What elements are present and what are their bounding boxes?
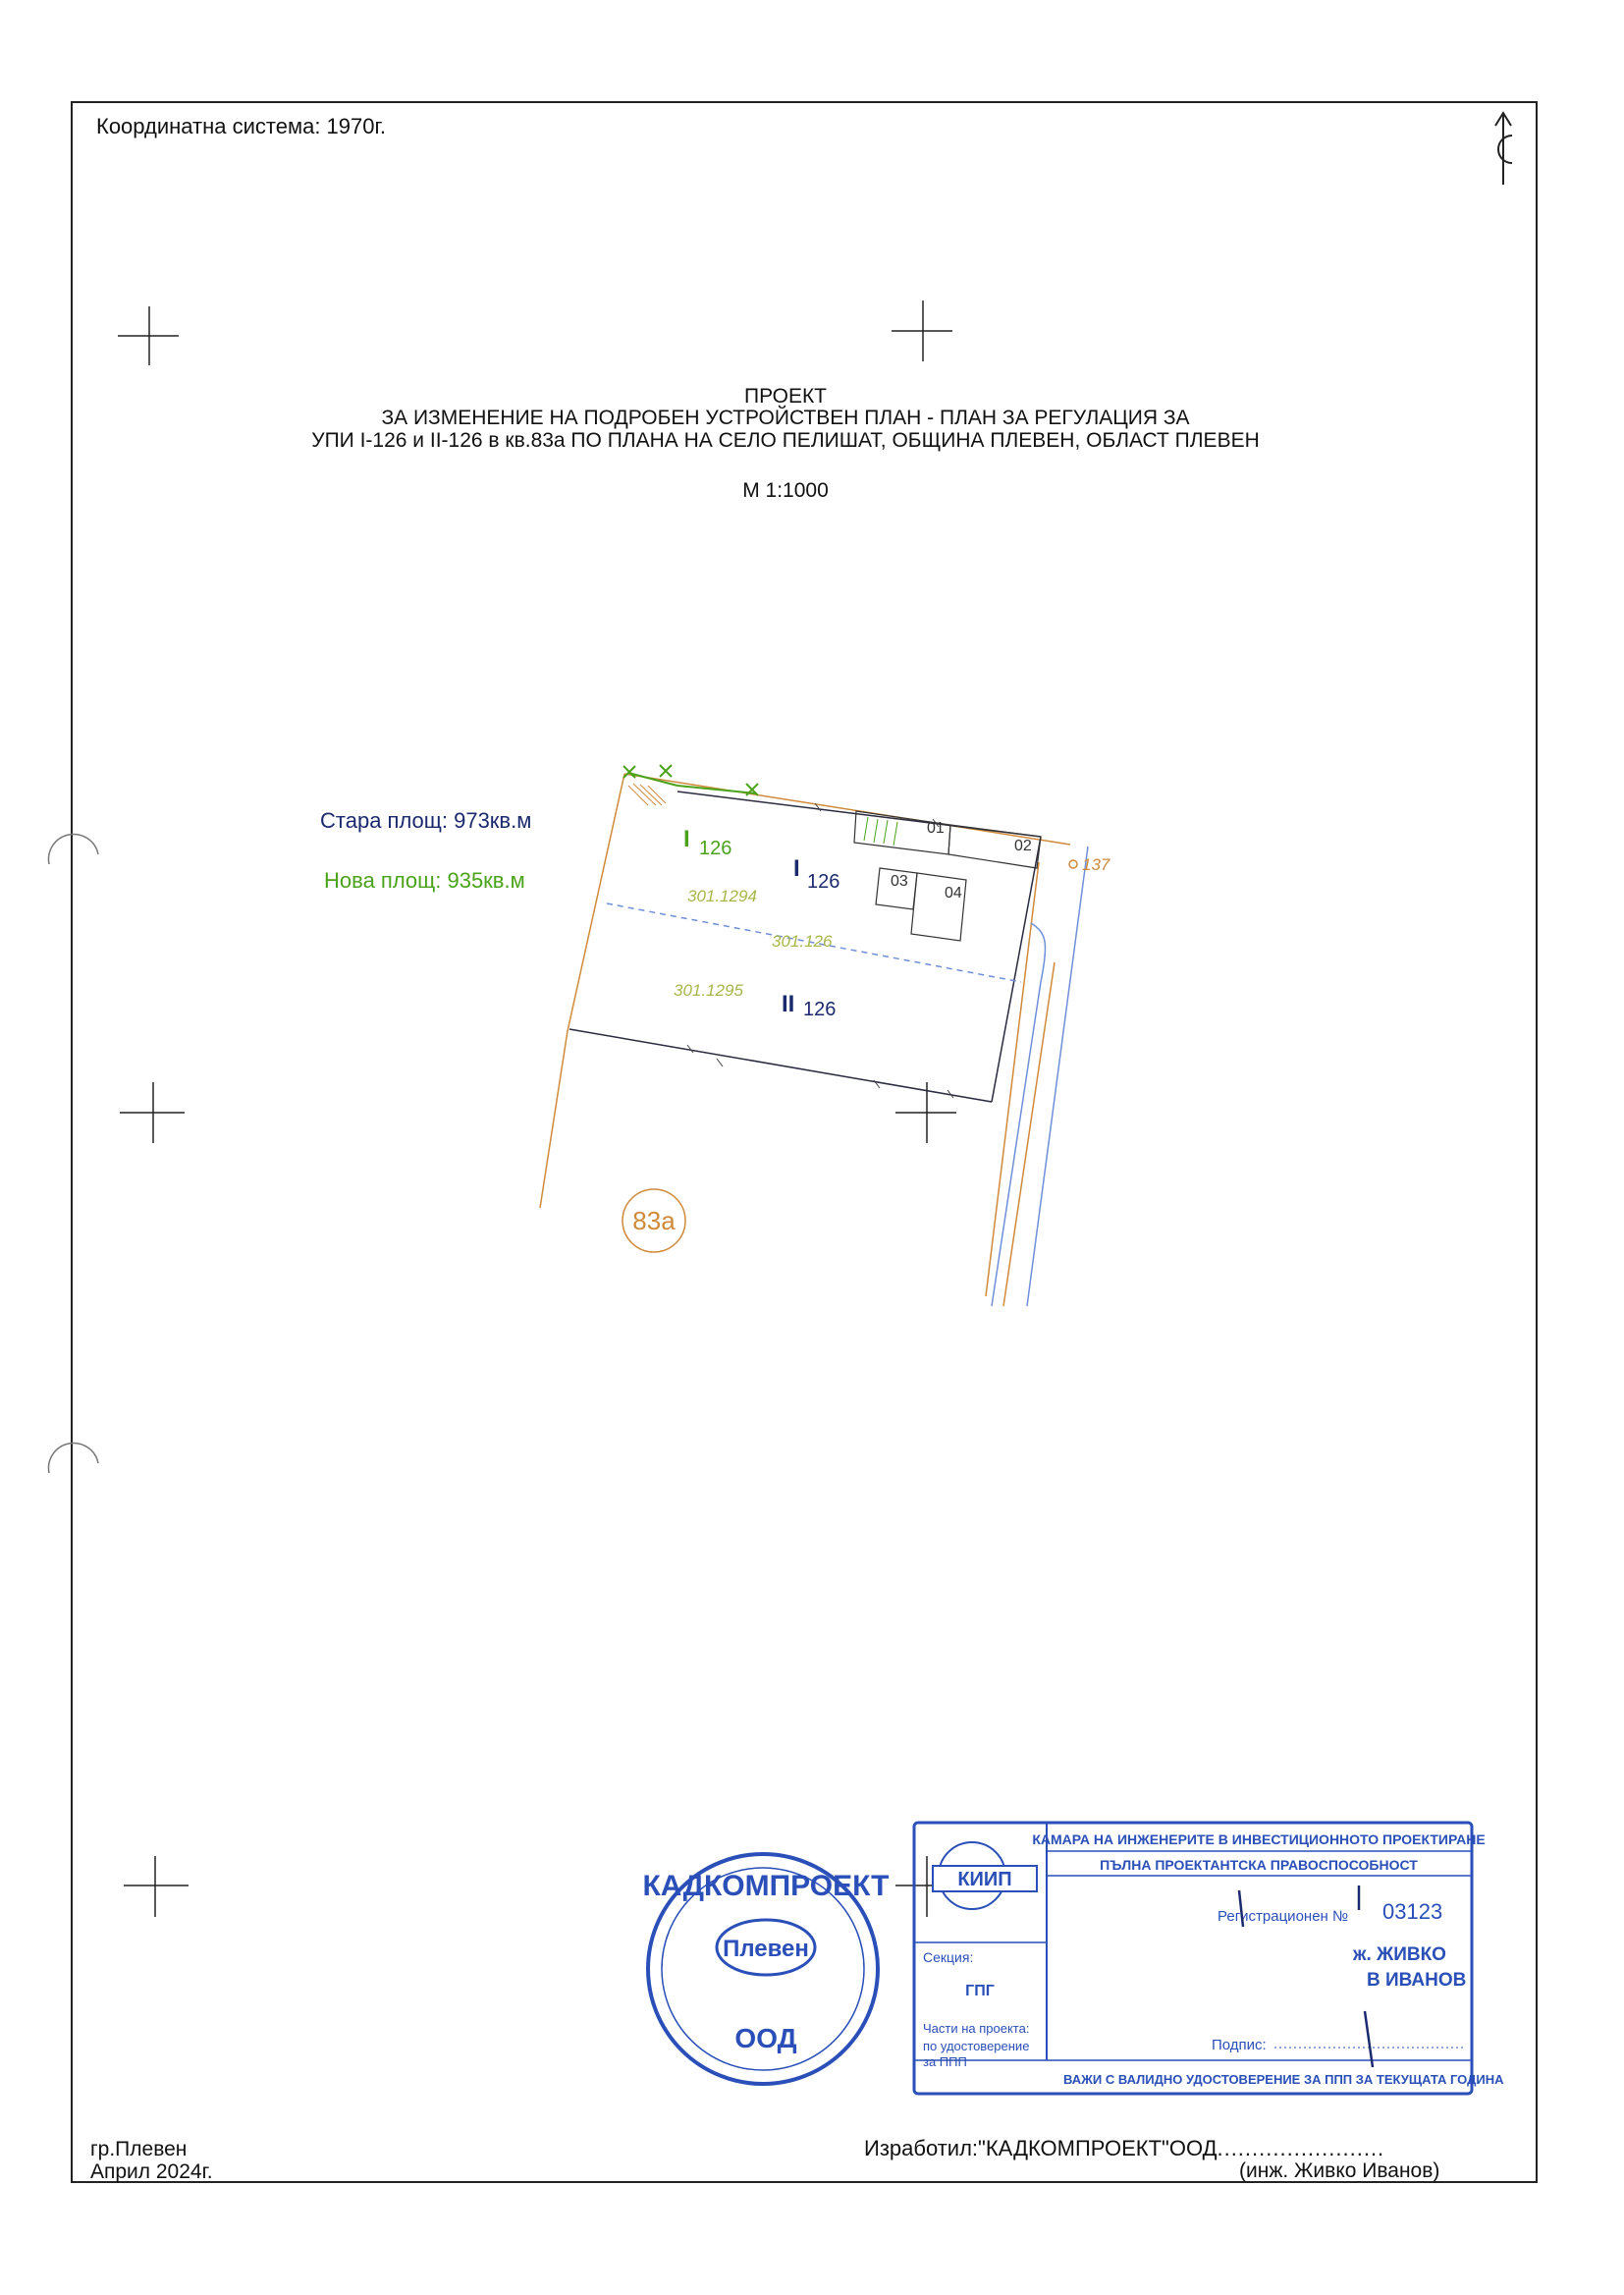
binder-marks [49, 835, 98, 1473]
parcel-id-1294: 301.1294 [687, 887, 757, 905]
kiip-validity: ВАЖИ С ВАЛИДНО УДОСТОВЕРЕНИЕ ЗА ППП ЗА ТЕКУЩАТА ГОДИНА [1063, 2072, 1504, 2087]
company-stamp-suffix: ООД [734, 2023, 797, 2053]
grid-crosses [118, 301, 958, 1917]
x-marker-icon [623, 766, 635, 778]
footer-made-by [864, 2136, 1384, 2161]
grid-cross-icon [118, 306, 179, 365]
kiip-parts-value1: по удостоверение [923, 2039, 1030, 2053]
coordinate-system-label: Координатна система: 1970г. [96, 114, 386, 138]
hatch-corner [628, 784, 666, 805]
building-label-04: 04 [945, 885, 962, 902]
building-hatch [864, 817, 897, 846]
footer-dots: ........................ [1217, 2136, 1385, 2160]
north-arrow-icon [1495, 113, 1512, 185]
kiip-parts-value2: за ППП [923, 2054, 967, 2069]
street-line [992, 847, 1088, 1306]
upi-two-roman: II [782, 991, 795, 1017]
title-line-location: УПИ I-126 и II-126 в кв.83а ПО ПЛАНА НА СЕЛО ПЕЛИШАТ, ОБЩИНА ПЛЕВЕН, ОБЛАСТ ПЛЕВЕН [311, 429, 1260, 452]
block-label: 83а [632, 1206, 676, 1235]
kiip-stamp [914, 1823, 1504, 2094]
building-label-01: 01 [927, 820, 945, 837]
building-label-03: 03 [891, 873, 908, 890]
upi-old-roman: I [793, 855, 800, 882]
parcel-id-1295: 301.1295 [674, 981, 743, 1000]
footer-made-by-text: Изработил:"КАДКОМПРОЕКТ"ООД [864, 2136, 1218, 2160]
old-area-label: Стара площ: 973кв.м [320, 808, 532, 833]
kiip-capacity: ПЪЛНА ПРОЕКТАНТСКА ПРАВОСПОСОБНОСТ [1100, 1857, 1418, 1873]
new-area-label: Нова площ: 935кв.м [324, 868, 525, 893]
kiip-engineer-line1: ж. ЖИВКО [1353, 1944, 1446, 1965]
kiip-section-value: ГПГ [965, 1983, 995, 1999]
kiip-reg-label: Регистрационен № [1218, 1908, 1349, 1925]
footer-city: гр.Плевен [90, 2138, 188, 2160]
kiip-engineer-line2: В ИВАНОВ [1367, 1970, 1467, 1991]
x-marker-icon [660, 765, 672, 777]
company-stamp [642, 1854, 889, 2084]
cadastre-boundary [540, 774, 1070, 1306]
footer-date: Април 2024г. [90, 2160, 213, 2183]
upi-new-roman: I [683, 826, 690, 852]
kiip-section-label: Секция: [923, 1949, 974, 1965]
company-stamp-name: КАДКОМПРОЕКТ [642, 1870, 890, 1902]
parcel-id-126: 301.126 [772, 932, 833, 951]
upi-two-subscript: 126 [803, 999, 837, 1020]
upi-new-subscript: 126 [699, 838, 732, 859]
survey-point-label: 137 [1082, 855, 1110, 874]
building-04 [911, 873, 966, 941]
title-line-purpose: ЗА ИЗМЕНЕНИЕ НА ПОДРОБЕН УСТРОЙСТВЕН ПЛАН - ПЛАН ЗА РЕГУЛАЦИЯ ЗА [381, 407, 1190, 429]
kiip-signature-label: Подпис: [1212, 2037, 1267, 2053]
grid-cross-icon [120, 1082, 185, 1143]
kiip-parts-label: Части на проекта: [923, 2021, 1030, 2036]
title-line-project: ПРОЕКТ [743, 385, 828, 408]
company-stamp-city: Плевен [723, 1936, 809, 1962]
grid-cross-icon [892, 301, 952, 361]
grid-cross-icon [124, 1856, 189, 1917]
grid-cross-icon [895, 1082, 956, 1143]
survey-point-icon [1069, 860, 1077, 868]
map-scale: М 1:1000 [742, 479, 829, 502]
kiip-chamber: КАМАРА НА ИНЖЕНЕРИТЕ В ИНВЕСТИЦИОННОТО ПРОЕКТИРАНЕ [1032, 1831, 1486, 1847]
new-regulation-line [628, 773, 756, 793]
buildings [854, 811, 1041, 941]
kiip-logo-text: КИИП [957, 1869, 1012, 1890]
kiip-reg-number: 03123 [1382, 1899, 1443, 1924]
upi-old-subscript: 126 [807, 871, 840, 893]
building-label-02: 02 [1014, 838, 1032, 854]
footer-engineer: (инж. Живко Иванов) [1239, 2159, 1440, 2182]
